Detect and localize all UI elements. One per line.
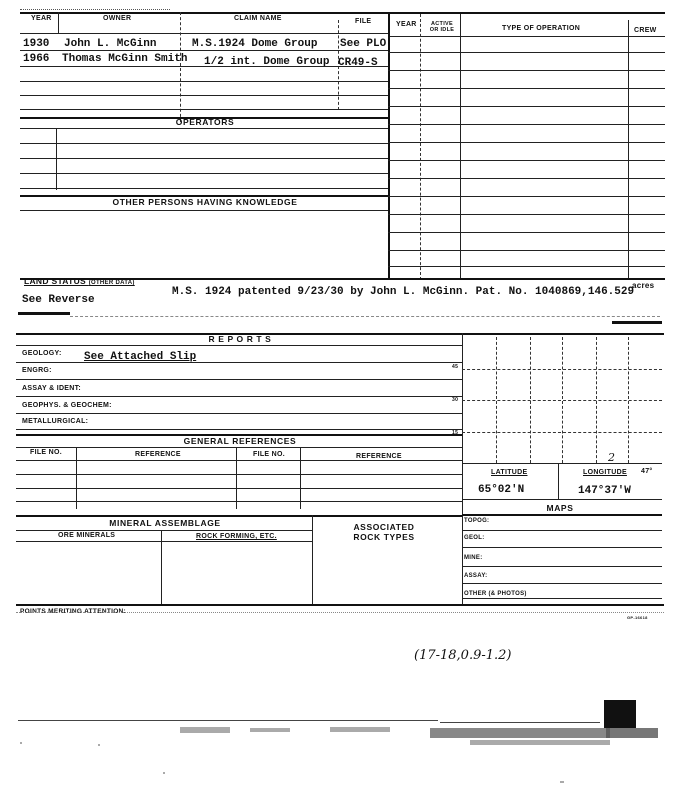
maps-row-geol: GEOL: [464,535,485,541]
longitude-label: LONGITUDE [583,469,627,476]
genref-header-file-no-1: FILE NO. [30,449,62,456]
reports-title: R E P O R T S [208,334,272,344]
general-references-title: GENERAL REFERENCES [183,436,297,446]
owner-row-2-year: 1966 [23,53,50,65]
col-header-crew: CREW [634,27,657,34]
scan-dark-block [604,700,636,728]
quad-note: 2 [608,451,615,464]
report-num-30: 30 [452,397,459,403]
report-value-geology: See Attached Slip [84,351,197,363]
points-meriting-attention-label: POINTS MERITING ATTENTION: [20,608,127,615]
operators-title: OPERATORS [175,117,235,127]
latitude-label: LATITUDE [491,469,528,476]
owner-row-1-claim: M.S.1924 Dome Group [192,38,318,50]
report-label-assay: ASSAY & IDENT: [22,385,82,392]
maps-row-mine: MINE: [464,555,483,561]
report-label-geology: GEOLOGY: [22,350,62,357]
other-persons-title: OTHER PERSONS HAVING KNOWLEDGE [112,197,298,207]
col-header-active-idle: ACTIVE OR IDLE [429,21,455,33]
owner-row-1-owner: John L. McGinn [64,38,157,50]
redaction-mark-right [612,321,662,324]
mineral-assemblage-title: MINERAL ASSEMBLAGE [109,518,221,528]
genref-header-reference-2: REFERENCE [356,453,402,460]
ore-minerals-header: ORE MINERALS [58,532,116,539]
report-num-45: 45 [452,364,459,370]
handwritten-note: (17-18,0.9-1.2) [414,648,512,663]
land-status-acres: acres [632,281,655,290]
report-label-metallurgical: METALLURGICAL: [22,418,89,425]
owner-row-2-claim: 1/2 int. Dome Group [204,56,330,68]
rock-forming-header: ROCK FORMING, ETC. [196,533,277,540]
genref-header-reference-1: REFERENCE [135,451,181,458]
col-header-owner: OWNER [103,15,132,22]
col-header-claim-name: CLAIM NAME [234,15,282,22]
owner-row-1-file: See PLO [340,38,387,50]
land-status-text: M.S. 1924 patented 9/23/30 by John L. McGinn. Pat. No. 1040869,146.529 [172,286,635,298]
genref-header-file-no-2: FILE NO. [253,451,285,458]
col-header-file: FILE [355,18,372,25]
report-label-geophys: GEOPHYS. & GEOCHEM: [22,402,112,409]
report-label-engrg: ENGRG: [22,367,52,374]
maps-row-topog: TOPOG: [464,518,490,524]
longitude-value: 147°37'W [578,485,631,497]
maps-row-assay: ASSAY: [464,573,488,579]
report-num-15: 15 [452,430,459,436]
maps-row-other: OTHER (& PHOTOS) [464,591,527,597]
land-status-note: See Reverse [22,294,95,306]
land-status-sublabel: (OTHER DATA) [88,280,135,286]
latitude-value: 65°02'N [478,484,525,496]
associated-rock-types-header: ASSOCIATED ROCK TYPES [353,522,415,542]
quad-ref: 47° [641,468,653,475]
col-header-year: YEAR [31,15,52,22]
col-header-type-of-operation: TYPE OF OPERATION [502,25,581,32]
col-header-year-right: YEAR [396,21,417,28]
owner-row-2-owner: Thomas McGinn Smith [62,53,188,65]
land-status-label: LAND STATUS (OTHER DATA) [24,276,135,286]
form-number: GP-16618 [627,615,648,620]
owner-row-1-year: 1930 [23,38,50,50]
owner-row-2-file: CR49-S [338,57,378,69]
scan-edge-line [18,720,438,721]
redaction-mark-left [18,312,70,315]
maps-title: MAPS [546,503,574,513]
